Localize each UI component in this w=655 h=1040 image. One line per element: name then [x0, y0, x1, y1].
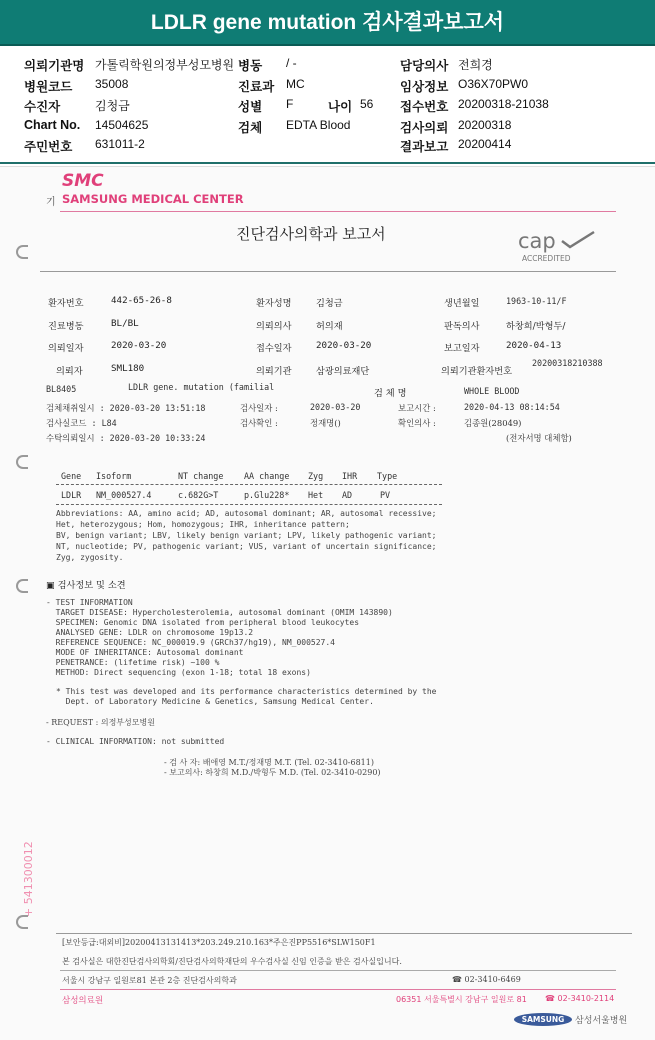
label-clinical-info: 임상정보: [400, 80, 449, 94]
smc-logo: SMC: [62, 171, 104, 191]
label-patient-no: 환자번호: [48, 298, 84, 309]
label-chart-no: Chart No.: [24, 118, 81, 132]
label-reading-doctor: 판독의사: [444, 321, 480, 332]
col-zyg: Zyg: [308, 471, 324, 481]
line-a: 검체채취일시 : 2020-03-20 13:51:18: [46, 403, 206, 413]
abbrev-line: Zyg, zygosity.: [56, 553, 124, 562]
footer-certification: 본 검사실은 대한진단검사의학회/진단검사의학재단의 우수검사실 신임 인증을 받은 검사실입니다.: [62, 957, 402, 966]
binder-hole: [16, 455, 28, 469]
value-specimen: EDTA Blood: [286, 118, 351, 132]
request-header: [0, 50, 655, 162]
value-patient-name: 김청금: [316, 298, 343, 309]
section-title: ▣ 검사정보 및 소견: [46, 580, 126, 591]
checkmark-icon: [560, 229, 596, 249]
line-e: (전자서명 대체함): [506, 433, 572, 443]
small-prefix: 기: [46, 197, 56, 208]
label-receipt-no: 접수번호: [400, 100, 449, 114]
bottom-address: 06351 서울특별시 강남구 일원로 81: [396, 995, 527, 1004]
bottom-org: 삼성의료원: [62, 996, 104, 1006]
label-department: 진료과: [238, 80, 275, 94]
line-a: 검사실코드 : L84: [46, 418, 117, 428]
cap-logo: cap: [518, 229, 556, 253]
line-e: 김종원(28049): [464, 418, 522, 428]
value-birth: 1963-10-11/F: [506, 296, 567, 306]
value-requesting-org: 삼광의료재단: [316, 366, 370, 377]
center-name: SAMSUNG MEDICAL CENTER: [62, 192, 244, 206]
rule: [56, 933, 632, 934]
cap-accredited: ACCREDITED: [522, 254, 571, 263]
bottom-pink-line: [60, 989, 616, 990]
line-b: 검사일자 :: [240, 403, 278, 413]
cell-isoform: NM_000527.4: [96, 490, 152, 500]
label-patient: 수진자: [24, 100, 61, 114]
samsung-hospital: 삼성서울병원: [575, 1016, 628, 1026]
report-heading: 진단검사의학과 보고서: [236, 225, 386, 243]
label-ordering-doctor: 의뢰의사: [256, 321, 292, 332]
line-a: 수탁의뢰일시 : 2020-03-20 10:33:24: [46, 433, 206, 443]
reporter-line: - 보고의사: 하창희 M.D./박형두 M.D. (Tel. 02-3410-0290): [164, 768, 381, 777]
info-line: MODE OF INHERITANCE: Autosomal dominant: [46, 648, 244, 657]
cell-ihr: AD: [342, 490, 353, 500]
value-patient: 김청금: [95, 99, 130, 113]
specimen-label: 검 체 명: [374, 388, 407, 399]
info-line: REFERENCE SEQUENCE: NC_000019.9 (GRCh37/hg19), NM_000527.4: [46, 638, 335, 647]
binder-hole: [16, 579, 28, 593]
value-doctor: 전희경: [458, 58, 493, 72]
value-resident-no: 631011-2: [95, 137, 145, 151]
label-hospital-code: 병원코드: [24, 80, 73, 94]
label-report-date: 보고일자: [444, 343, 480, 354]
abbrev-line: Het, heterozygous; Hom, homozygous; IHR, inheritance pattern;: [56, 520, 350, 529]
cell-zyg: Het: [308, 490, 324, 500]
label-resident-no: 주민번호: [24, 140, 73, 154]
line-d: 확인의사 :: [398, 418, 436, 428]
footer-address: 서울시 강남구 일원로81 본관 2층 진단검사의학과: [62, 976, 237, 985]
label-ward: 진료병동: [48, 321, 84, 332]
value-department: MC: [286, 77, 305, 91]
line-c: 2020-03-20: [310, 402, 361, 412]
label-requesting-org: 의뢰기관: [256, 366, 292, 377]
label-birth: 생년월일: [444, 298, 480, 309]
label-doctor: 담당의사: [400, 59, 449, 73]
value-request-date: 20200318: [458, 118, 512, 132]
info-line: ANALYSED GENE: LDLR on chromosome 19p13.2: [46, 628, 254, 637]
label-age: 나이: [328, 100, 353, 114]
header-row: [0, 137, 655, 155]
cell-type: PV: [380, 490, 391, 500]
rule: [40, 271, 616, 272]
cell-aa: p.Glu228*: [244, 490, 290, 500]
dev-note: * This test was developed and its performance characteristics determined by the: [56, 687, 437, 696]
label-patient-name: 환자성명: [256, 298, 292, 309]
label-ward: 병동: [238, 59, 263, 73]
info-line: TARGET DISEASE: Hypercholesterolemia, autosomal dominant (OMIM 143890): [46, 608, 393, 617]
request-line: - REQUEST : 의정부성모병원: [46, 718, 155, 727]
header-row: [0, 56, 655, 74]
value-clinical-info: O36X70PW0: [458, 77, 529, 91]
label-report-date: 결과보고: [400, 140, 449, 154]
label-requester: 의뢰자: [56, 366, 83, 377]
header-row: [0, 77, 655, 95]
col-nt: NT change: [178, 471, 224, 481]
bottom-phone: ☎ 02-3410-2114: [545, 994, 615, 1003]
line-b: 검사확인 :: [240, 418, 278, 428]
examiner-line: - 검 사 자: 배애영 M.T./정재명 M.T. (Tel. 02-3410-6811): [164, 758, 374, 767]
label-specimen: 검체: [238, 121, 263, 135]
value-institution: 가톨릭학원의정부성모병원: [95, 58, 235, 72]
footer-phone: ☎ 02-3410-6469: [452, 975, 521, 984]
value-report-date: 2020-04-13: [506, 340, 562, 351]
label-org-patient-no: 의뢰기관환자번호: [441, 366, 513, 377]
specimen-value: WHOLE BLOOD: [464, 386, 520, 396]
clinical-line: - CLINICAL INFORMATION: not submitted: [46, 737, 225, 746]
vertical-serial: + 541300012: [22, 841, 35, 917]
abbrev-line: BV, benign variant; LBV, likely benign variant; LPV, likely pathogenic variant;: [56, 531, 437, 540]
value-chart-no: 14504625: [95, 118, 149, 132]
col-gene: Gene: [61, 471, 82, 481]
header-row: [0, 97, 655, 115]
label-institution: 의뢰기관명: [24, 59, 85, 73]
binder-hole: [16, 245, 28, 259]
value-sex: F: [286, 97, 294, 111]
line-c: 정재명(): [310, 418, 341, 428]
value-requester: SML180: [111, 363, 145, 374]
col-aa: AA change: [244, 471, 290, 481]
cell-gene: LDLR: [61, 490, 82, 500]
abbrev-line: NT, nucleotide; PV, pathogenic variant; VUS, variant of uncertain significance;: [56, 542, 437, 551]
samsung-logo: SAMSUNG: [514, 1013, 572, 1026]
label-request-date: 검사의뢰: [400, 121, 449, 135]
col-isoform: Isoform: [96, 471, 132, 481]
line-e: 2020-04-13 08:14:54: [464, 402, 560, 412]
value-ordering-doctor: 허의재: [316, 321, 343, 332]
value-org-patient-no: 20200318210388: [532, 358, 603, 368]
info-line: SPECIMEN: Genomic DNA isolated from peripheral blood leukocytes: [46, 618, 360, 627]
label-receipt-date: 접수일자: [256, 343, 292, 354]
table-rule: [56, 484, 442, 485]
header-row: [0, 118, 655, 136]
label-sex: 성별: [238, 100, 263, 114]
value-age: 56: [360, 97, 374, 111]
value-patient-no: 442-65-26-8: [111, 295, 172, 306]
report-title-bar: LDLR gene mutation 검사결과보고서: [0, 0, 655, 46]
scanned-report: [0, 166, 655, 1040]
col-type: Type: [377, 471, 398, 481]
value-receipt-date: 2020-03-20: [316, 340, 372, 351]
info-line: - TEST INFORMATION: [46, 598, 133, 607]
label-request-date: 의뢰일자: [48, 343, 84, 354]
top-pink-line: [60, 211, 616, 212]
abbrev-line: Abbreviations: AA, amino acid; AD, autosomal dominant; AR, autosomal recessive;: [56, 509, 437, 518]
value-report-date: 20200414: [458, 137, 512, 151]
info-line: METHOD: Direct sequencing (exon 1-18; total 18 exons): [46, 668, 311, 677]
info-line: PENETRANCE: (lifetime risk) ~100 %: [46, 658, 220, 667]
value-hospital-code: 35008: [95, 77, 129, 91]
table-rule: [56, 504, 442, 505]
value-reading-doctor: 하창희/박형두/: [506, 321, 566, 332]
line-d: 보고시간 :: [398, 403, 436, 413]
rule: [60, 970, 616, 971]
dev-note: Dept. of Laboratory Medicine & Genetics, Samsung Medical Center.: [56, 697, 374, 706]
header-divider: [0, 162, 655, 164]
binder-hole: [16, 915, 28, 929]
footer-security: [보안등급:대외비]20200413131413*203.249.210.163*주은진PP5516*SLW150F1: [62, 938, 376, 947]
cell-nt: c.682G>T: [178, 490, 219, 500]
value-receipt-no: 20200318-21038: [458, 97, 549, 111]
value-ward: BL/BL: [111, 318, 139, 329]
test-code: BL8405: [46, 384, 77, 394]
value-request-date: 2020-03-20: [111, 340, 167, 351]
test-name: LDLR gene. mutation (familial: [128, 382, 275, 392]
col-ihr: IHR: [342, 471, 358, 481]
value-ward: / -: [286, 56, 297, 70]
